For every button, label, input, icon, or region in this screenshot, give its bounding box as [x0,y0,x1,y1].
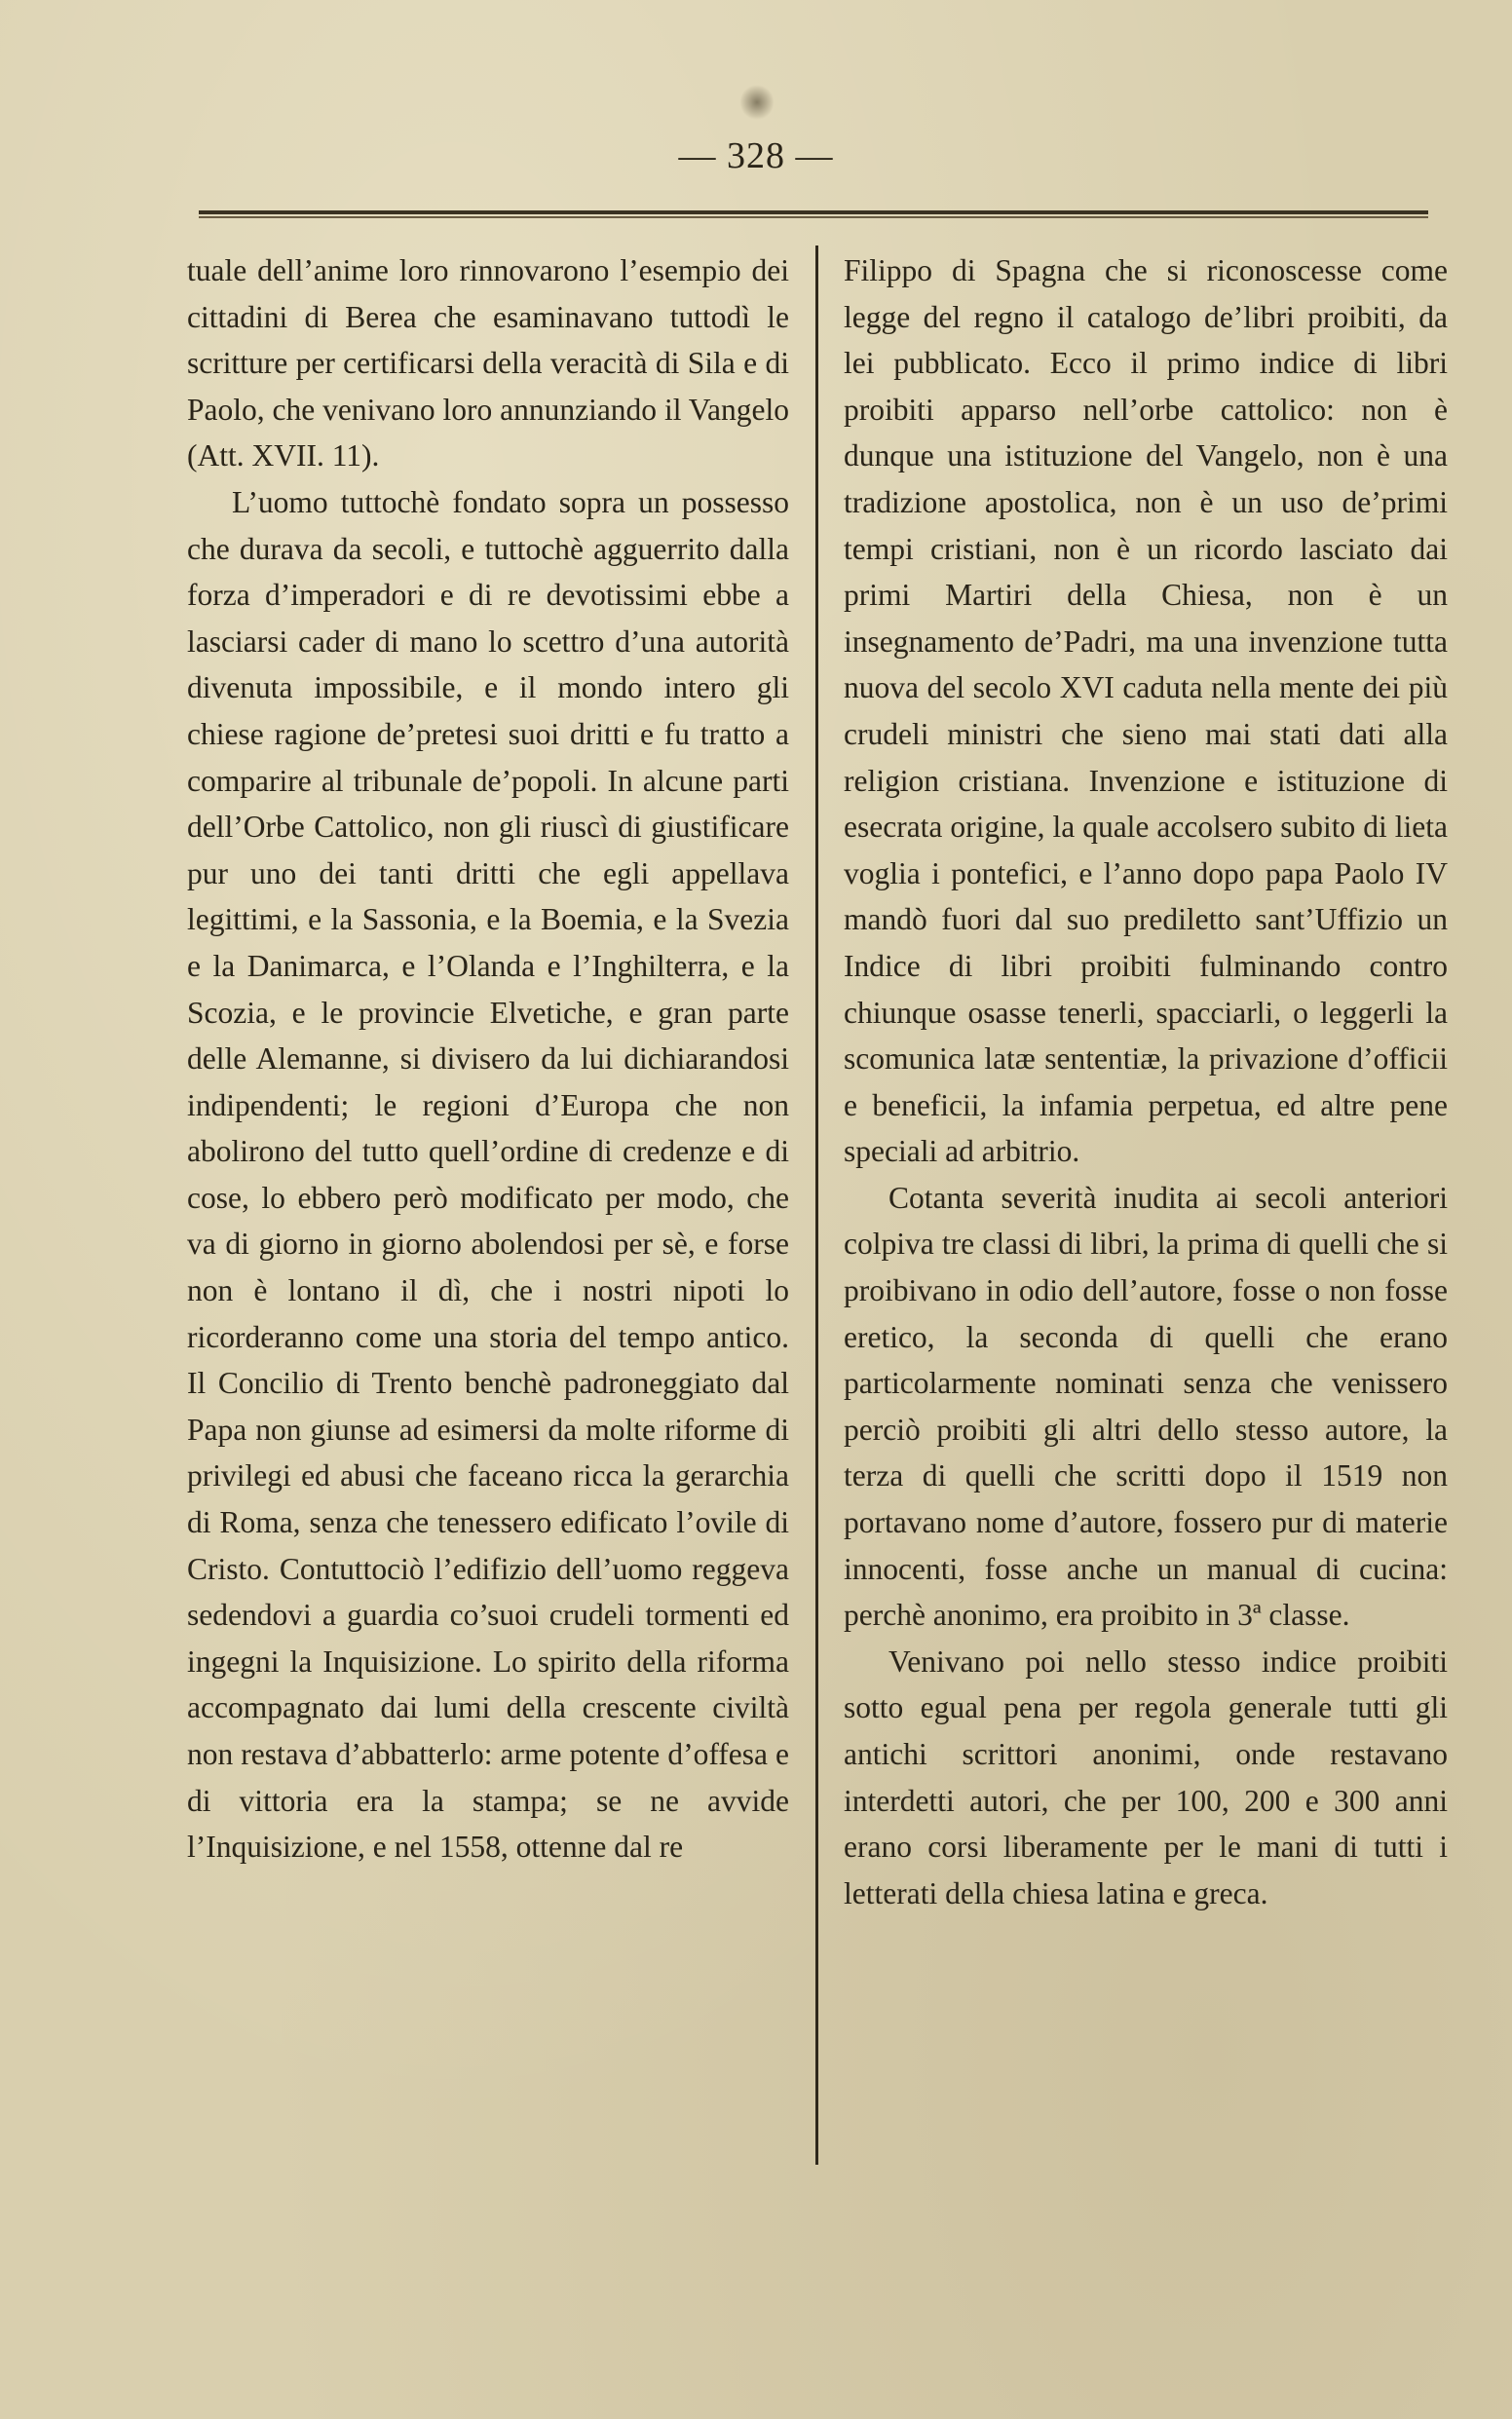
ink-blot [740,84,774,121]
page-number: — 328 — [678,135,834,176]
right-column [844,247,1448,1916]
paragraph: Venivano poi nello stesso indice proibiti sotto egual pena per regola generale tutti gli antichi scrittori anonimi, onde restavano interdetti autori, che per 100, 200 e 300 anni erano corsi liberamente per le mani di tutti i letterati della chiesa latina e greca. [844,1644,1448,1910]
paragraph: L’uomo tuttochè fondato sopra un possesso che durava da secoli, e tuttochè agguerrito dalla forza d’imperadori e di re devotissimi ebbe a lasciarsi cader di mano lo scettro d’una autorità divenuta impossibile, e il mondo intero gli chiese ragione de’pretesi suoi dritti e fu tratto a comparire al tribunale de’popoli. In alcune parti dell’Orbe Cattolico, non gli riuscì di giustificare pur uno dei tanti dritti che egli appellava legittimi, e la Sassonia, e la Boemia, e la Svezia e la Danimarca, e l’Olanda e l’Inghilterra, e la Scozia, e le provincie Elvetiche, e gran parte delle Alemanne, si divisero da lui dichiarandosi indipendenti; le regioni d’Europa che non abolirono del tutto quell’ordine di credenze e di cose, lo ebbero però modificato per modo, che va di giorno in giorno abolendosi per sè, e forse non è lontano il dì, che i nostri nipoti lo ricorderanno come una storia del tempo antico. Il Concilio di Trento benchè padroneggiato dal Papa non giunse ad esimersi da molte riforme di privilegi ed abusi che faceano ricca la gerarchia di Roma, senza che tenessero edificato l’ovile di Cristo. Contuttociò l’edifizio dell’uomo reggeva sedendovi a guardia co’suoi crudeli tormenti ed ingegni la Inquisizione. Lo spirito della riforma accompagnato dai lumi della crescente civiltà non restava d’abbatterlo: arme potente d’offesa e di vittoria era la stampa; se ne avvide l’Inquisizione, e nel 1558, ottenne dal re [187,484,789,1865]
column-divider [815,246,818,2165]
header-rule [199,210,1428,218]
paragraph: Cotanta severità inudita ai secoli anteriori colpiva tre classi di libri, la prima di quelli che si proibivano in odio dell’autore, fosse o non fosse eretico, la seconda di quelli che erano particolarmente nominati senza che venissero perciò proibiti gli altri dello stesso autore, la terza di quelli che scritti dopo il 1519 non portavano nome d’autore, fossero pur di materie innocenti, fosse anche un manual di cucina: perchè anonimo, era proibito in 3ª classe. [844,1180,1448,1633]
paragraph: tuale dell’anime loro rinnovarono l’esempio dei cittadini di Berea che esaminavano tuttodì le scritture per certificarsi della veracità di Sila e di Paolo, che venivano loro annunziando il Vangelo (Att. XVII. 11). [187,253,789,473]
left-column [187,247,789,1871]
paragraph: Filippo di Spagna che si riconoscesse come legge del regno il catalogo de’libri proibiti, da lei pubblicato. Ecco il primo indice di libri proibiti apparso nell’orbe cattolico: non è dunque una istituzione del Vangelo, non è una tradizione apostolica, non è un uso de’primi tempi cristiani, non è un ricordo lasciato dai primi Martiri della Chiesa, non è un insegnamento de’Padri, ma una invenzione tutta nuova del secolo XVI caduta nella mente dei più crudeli ministri che sieno mai stati dati alla religion cristiana. Invenzione e istituzione di esecrata origine, la quale accolsero subito di lieta voglia i pontefici, e l’anno dopo papa Paolo IV mandò fuori dal suo prediletto sant’Uffizio un Indice di libri proibiti fulminando contro chiunque osasse tenerli, spacciarli, o leggerli la scomunica latæ sententiæ, la privazione d’officii e beneficii, la infamia perpetua, ed altre pene speciali ad arbitrio. [844,253,1448,1169]
